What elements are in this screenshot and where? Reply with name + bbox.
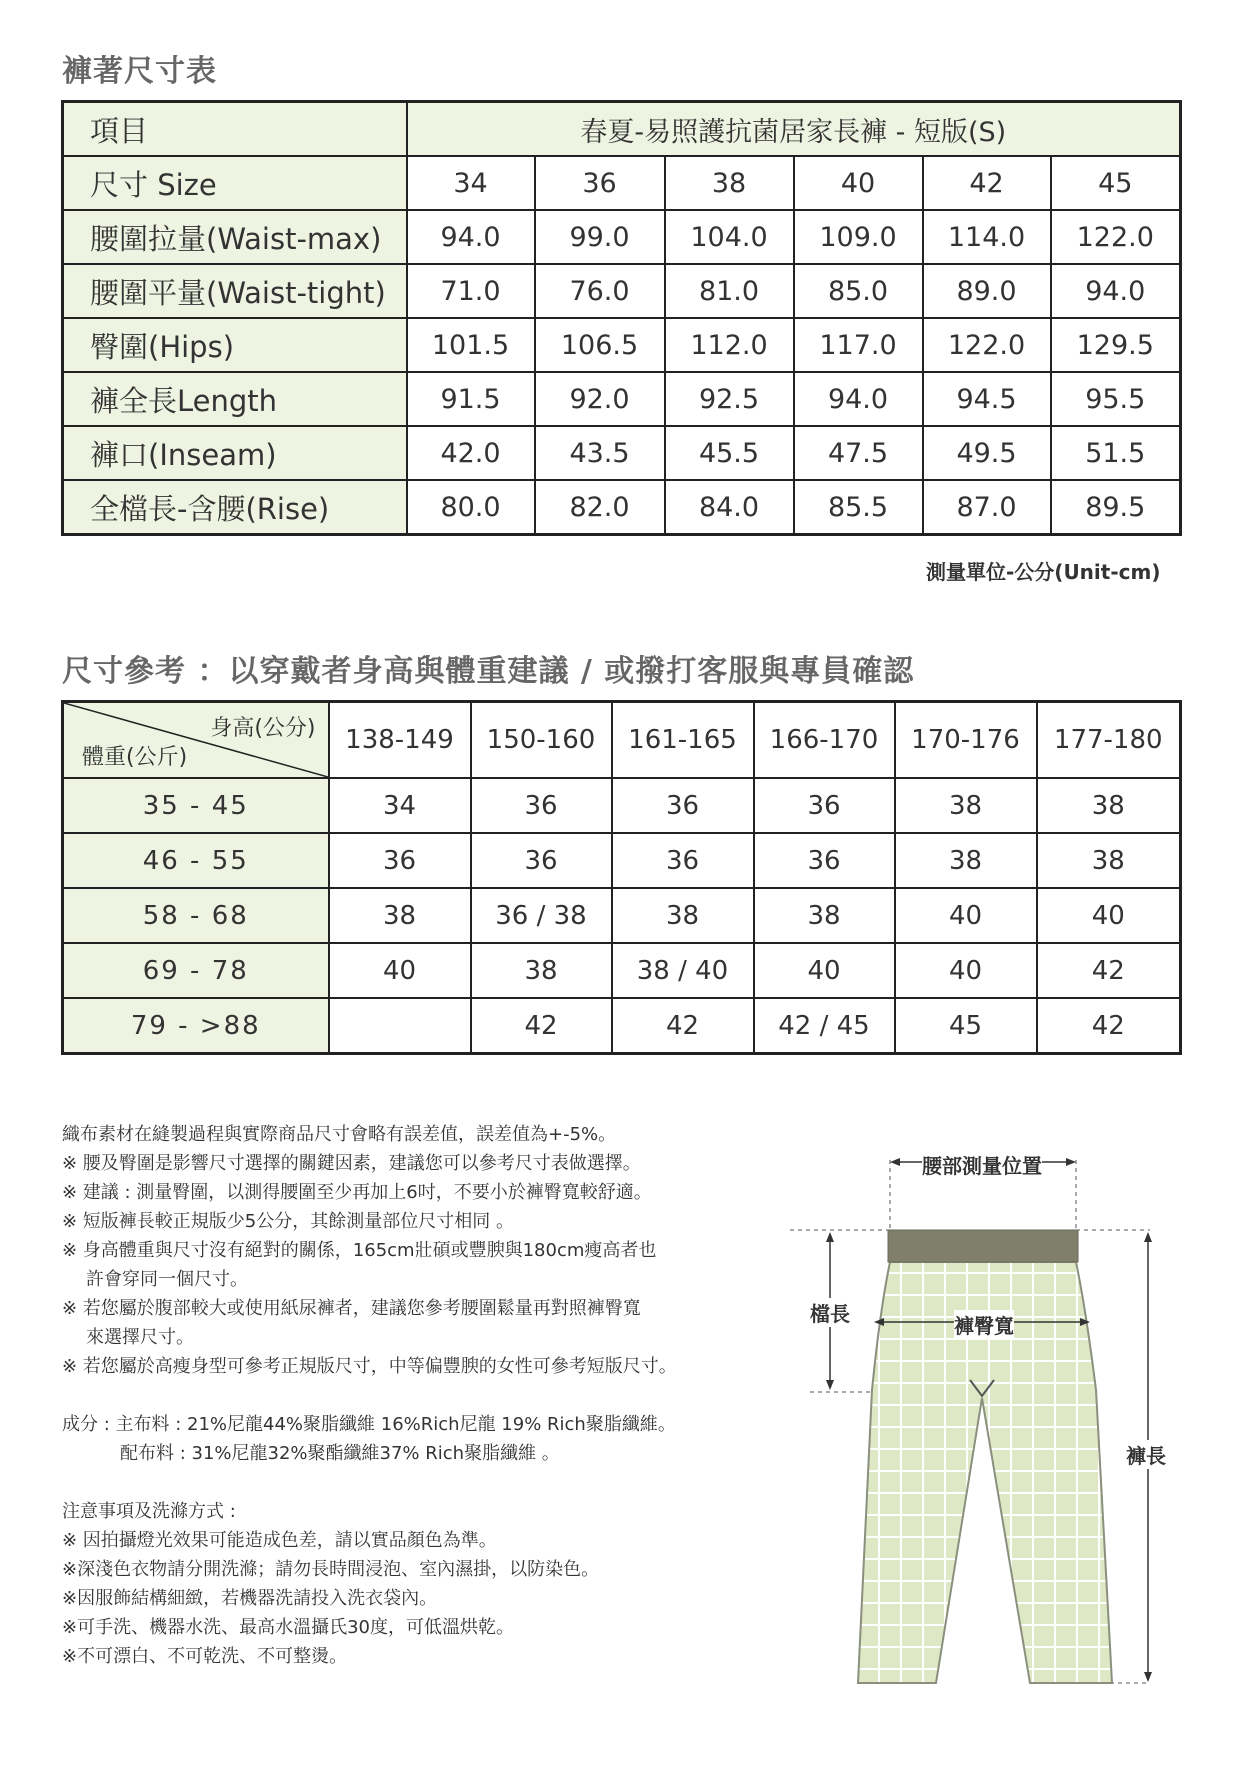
table-cell: 82.0 (535, 480, 665, 535)
table-cell: 40 (794, 156, 923, 210)
table-cell: 49.5 (923, 426, 1051, 480)
care-line: ※不可漂白、不可乾洗、不可整燙。 (62, 1646, 348, 1667)
table-cell: 89.5 (1051, 480, 1181, 535)
table-cell: 84.0 (665, 480, 794, 535)
table-cell: 36 (329, 833, 471, 888)
pants-measurement-diagram (790, 1140, 1180, 1700)
material-main (62, 1410, 762, 1439)
care-line: ※因服飾結構細緻，若機器洗請投入洗衣袋內。 (62, 1588, 438, 1609)
height-column-header: 150-160 (471, 702, 612, 779)
row-label: 腰圍拉量(Waist-max) (63, 210, 407, 264)
table-row (63, 318, 1181, 372)
table-cell: 94.0 (407, 210, 535, 264)
table-cell: 36 (535, 156, 665, 210)
table-cell: 94.0 (1051, 264, 1181, 318)
table-cell: 80.0 (407, 480, 535, 535)
table-cell: 94.0 (794, 372, 923, 426)
waist-measure-label: 腰部測量位置 (922, 1150, 1042, 1179)
height-label: 身高(公分) (210, 716, 316, 741)
notes-section (62, 1120, 762, 1671)
table-cell: 85.0 (794, 264, 923, 318)
rise-label: 檔長 (810, 1298, 850, 1327)
note-line: 織布素材在縫製過程與實際商品尺寸會略有誤差值，誤差值為+-5%。 (62, 1124, 617, 1145)
care-line: ※ 因拍攝燈光效果可能造成色差，請以實品顏色為準。 (62, 1530, 497, 1551)
table-cell: 40 (1037, 888, 1181, 943)
table-cell: 38 (895, 778, 1037, 833)
note-line: ※ 建議 : 測量臀圍，以測得腰圍至少再加上6吋，不要小於褲臀寬較舒適。 (62, 1182, 652, 1203)
table-cell: 45 (895, 998, 1037, 1054)
row-label: 褲口(Inseam) (63, 426, 407, 480)
table-cell: 38 (1037, 833, 1181, 888)
table-cell: 91.5 (407, 372, 535, 426)
table-cell: 51.5 (1051, 426, 1181, 480)
table-cell: 42 / 45 (754, 998, 895, 1054)
table-row (63, 998, 1181, 1054)
material-main-text: 主布料 : 21%尼龍44%聚脂纖維 16%Rich尼龍 19% Rich聚脂纖維。 (115, 1414, 676, 1435)
row-label: 臀圍(Hips) (63, 318, 407, 372)
table-cell: 38 (471, 943, 612, 998)
material-sub: 配布料 : 31%尼龍32%聚酯纖維37% Rich聚脂纖維 。 (120, 1443, 560, 1464)
row-label: 全檔長-含腰(Rise) (63, 480, 407, 535)
table-cell: 81.0 (665, 264, 794, 318)
hip-width-label: 褲臀寬 (954, 1310, 1014, 1339)
note-line: ※ 若您屬於高瘦身型可參考正規版尺寸，中等偏豐腴的女性可參考短版尺寸。 (62, 1356, 677, 1377)
note-line: 許會穿同一個尺寸。 (86, 1269, 248, 1290)
table-cell: 122.0 (923, 318, 1051, 372)
table-row (63, 372, 1181, 426)
size-reference-title: 尺寸參考 ：以穿戴者身高與體重建議 / 或撥打客服與專員確認 (62, 654, 915, 689)
table-cell: 38 (329, 888, 471, 943)
table-cell: 129.5 (1051, 318, 1181, 372)
table-cell: 40 (895, 943, 1037, 998)
table-cell: 101.5 (407, 318, 535, 372)
table-row (63, 943, 1181, 998)
table-cell: 42 (471, 998, 612, 1054)
table-cell: 122.0 (1051, 210, 1181, 264)
table-cell: 95.5 (1051, 372, 1181, 426)
weight-range: 46 - 55 (63, 833, 329, 888)
table-cell: 71.0 (407, 264, 535, 318)
table-cell: 87.0 (923, 480, 1051, 535)
table-cell: 36 / 38 (471, 888, 612, 943)
height-column-header: 166-170 (754, 702, 895, 779)
row-label: 尺寸 Size (63, 156, 407, 210)
table-cell: 36 (471, 833, 612, 888)
height-column-header: 161-165 (612, 702, 754, 779)
table-cell: 42 (612, 998, 754, 1054)
table-cell: 43.5 (535, 426, 665, 480)
height-column-header: 170-176 (895, 702, 1037, 779)
table-cell: 45.5 (665, 426, 794, 480)
table-cell: 38 / 40 (612, 943, 754, 998)
table-cell: 114.0 (923, 210, 1051, 264)
table-cell: 38 (895, 833, 1037, 888)
care-title: 注意事項及洗滌方式 : (62, 1501, 236, 1522)
note-line: ※ 腰及臀圍是影響尺寸選擇的關鍵因素，建議您可以參考尺寸表做選擇。 (62, 1153, 641, 1174)
note-line: ※ 若您屬於腹部較大或使用紙尿褲者，建議您參考腰圍鬆量再對照褲臀寬 (62, 1298, 641, 1319)
table-cell: 38 (665, 156, 794, 210)
table-cell: 36 (612, 833, 754, 888)
table-cell: 117.0 (794, 318, 923, 372)
height-column-header: 138-149 (329, 702, 471, 779)
table-cell: 106.5 (535, 318, 665, 372)
size-chart-title: 褲著尺寸表 (62, 54, 217, 89)
item-label: 項目 (63, 102, 407, 157)
table-row (63, 833, 1181, 888)
table-cell: 36 (471, 778, 612, 833)
size-chart-table (61, 100, 1182, 536)
table-cell: 40 (895, 888, 1037, 943)
table-cell: 40 (329, 943, 471, 998)
table-cell: 112.0 (665, 318, 794, 372)
table-cell: 92.0 (535, 372, 665, 426)
table-cell: 34 (329, 778, 471, 833)
table-cell: 42 (923, 156, 1051, 210)
material-prefix: 成分 : (62, 1414, 116, 1435)
table-cell: 99.0 (535, 210, 665, 264)
table-cell: 94.5 (923, 372, 1051, 426)
note-line: 來選擇尺寸。 (86, 1327, 194, 1348)
care-line: ※深淺色衣物請分開洗滌；請勿長時間浸泡、室內濕掛，以防染色。 (62, 1559, 600, 1580)
table-cell: 40 (754, 943, 895, 998)
table-row (63, 210, 1181, 264)
table-row (63, 778, 1181, 833)
table-cell: 92.5 (665, 372, 794, 426)
row-label: 褲全長Length (63, 372, 407, 426)
weight-range: 35 - 45 (63, 778, 329, 833)
table-cell: 89.0 (923, 264, 1051, 318)
table-row (63, 426, 1181, 480)
note-line: ※ 短版褲長較正規版少5公分，其餘測量部位尺寸相同 。 (62, 1211, 514, 1232)
height-column-header: 177-180 (1037, 702, 1181, 779)
care-line: ※可手洗、機器水洗、最高水溫攝氏30度，可低溫烘乾。 (62, 1617, 514, 1638)
table-cell: 45 (1051, 156, 1181, 210)
table-row (63, 156, 1181, 210)
table-cell: 38 (612, 888, 754, 943)
unit-note: 測量單位-公分(Unit-cm) (926, 560, 1161, 584)
weight-range: 79 - >88 (63, 998, 329, 1054)
table-cell: 76.0 (535, 264, 665, 318)
table-cell: 42.0 (407, 426, 535, 480)
table-cell: 42 (1037, 943, 1181, 998)
table-cell: 85.5 (794, 480, 923, 535)
table-cell: 47.5 (794, 426, 923, 480)
waistband (888, 1230, 1078, 1262)
weight-range: 69 - 78 (63, 943, 329, 998)
note-line: ※ 身高體重與尺寸沒有絕對的關係，165cm壯碩或豐腴與180cm瘦高者也 (62, 1240, 657, 1261)
weight-label: 體重(公斤) (82, 745, 188, 770)
weight-range: 58 - 68 (63, 888, 329, 943)
table-row (63, 480, 1181, 535)
table-cell: 38 (754, 888, 895, 943)
table-cell (329, 998, 471, 1054)
table-cell: 36 (612, 778, 754, 833)
diagonal-header-cell (63, 702, 329, 779)
table-cell: 104.0 (665, 210, 794, 264)
size-chart-header-row (63, 102, 1181, 157)
length-label: 褲長 (1126, 1440, 1166, 1469)
size-reference-table (61, 700, 1182, 1055)
table-cell: 36 (754, 833, 895, 888)
table-row (63, 888, 1181, 943)
product-name: 春夏-易照護抗菌居家長褲 - 短版(S) (407, 102, 1181, 157)
table-cell: 42 (1037, 998, 1181, 1054)
table-cell: 109.0 (794, 210, 923, 264)
table-cell: 34 (407, 156, 535, 210)
row-label: 腰圍平量(Waist-tight) (63, 264, 407, 318)
pants-illustration (790, 1140, 1180, 1700)
table-cell: 36 (754, 778, 895, 833)
table-cell: 38 (1037, 778, 1181, 833)
size-reference-header-row (63, 702, 1181, 779)
table-row (63, 264, 1181, 318)
